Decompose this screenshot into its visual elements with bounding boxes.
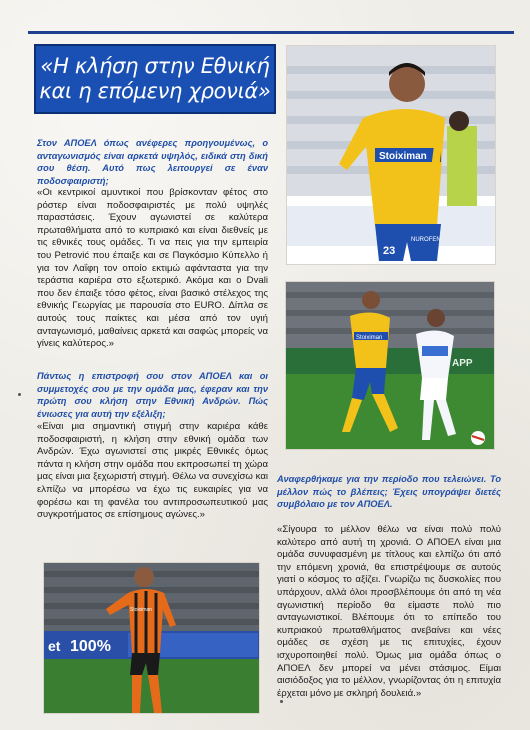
photo3-sponsor: Stoiximan <box>130 607 152 613</box>
photo-player-orange-kit <box>43 562 260 714</box>
photo1-sponsor: Stoiximan <box>379 151 427 162</box>
answer-1: «Οι κεντρικοί αμυντικοί που βρίσκονταν φέτος στο ρόστερ είναι ποδοσφαιριστές με πολύ υψηλές παραστάσεις. Έχουν αγωνιστεί σε καλύτερα πρωταθλήματα από το κυπριακό και είναι διεθνείς με τις εθνικές τους ομάδες. Τι να πεις για την εμπειρία του Petrović που έπαιξε και σε Παγκόσμιο Κύπελλο ή για τον Λαΐφη τον οποίο εκτιμώ αφάνταστα για την τεράστια καριέρα στο εξωτερικό. Ακόμα και ο Dvali που δεν έπαιξε τόσο φέτος, είναι βασικό στέλεχος της εθνικής Γεωργίας με παρουσία στο EURO. Δίπλα σε αυτούς τους παίκτες και μέσα από τον υγιή ανταγωνισμό, μαθαίνεις αρκετά και σαφώς μπορείς να γίνεις καλύτερος.» <box>37 187 268 350</box>
photo2-board: APP <box>452 358 473 369</box>
answer-3: «Σίγουρα το μέλλον θέλω να είναι πολύ πολύ καλύτερο από αυτή τη χρονιά. Ο ΑΠΟΕΛ είναι μια ομάδα συνυφασμένη με τίτλους και ελπίζω ότι από την επόμενη χρονιά, θα επιστρέψουμε σε αυτούς γιατί ο κόσμος το αξίζει. Γνωρίζω τις δυσκολίες που υπάρχουν, αλλά όλοι προσβλέπουμε ότι από τη νέα αγωνιστική περίοδο θα είμαστε πολύ πιο ανταγωνιστικοί. Βλέπουμε ότι το επίπεδο του κυπριακού πρωταθλήματος ανεβαίνει και νέες ομάδες σε σχέση με τις επιτυχίες, έχουν ισχυροποιηθεί πολύ. Όμως μια ομάδα όπως ο ΑΠΟΕΛ δεν μπορεί να μένει στάσιμος. Είμαι αισιόδοξος για το μέλλον, γνωρίζοντας ότι η επιτυχία έρχεται μόνο με σκληρή δουλειά.» <box>277 524 501 699</box>
question-3: Αναφερθήκαμε για την περίοδο που τελειώνει. Το μέλλον πώς το βλέπεις; Έχεις υπογράψει διετές συμβόλαιο με τον ΑΠΟΕΛ. <box>277 474 501 509</box>
photo1-shorts-sponsor: NUROFEN <box>411 237 441 243</box>
photo-player-yellow-kit <box>286 45 496 265</box>
answer-2: «Είναι μια σημαντική στιγμή στην καριέρα κάθε ποδοσφαιριστή, η κλήση στην εθνική ομάδα των Ανδρών. Έχω αγωνιστεί στις μικρές Εθνικές όμως πάντα η κλήση στην ομάδα που εκπροσωπεί τη χώρα μας είναι μια ξεχωριστή στιγμή. Θέλω να συνεχίσω και ελπίζω να μπορέσω να έχω τις ευκαιρίες για να φορέσω και τη φανέλα του αντιπροσωπευτικού μας συγκροτήματος σε επίσημους αγώνες.» <box>37 421 268 521</box>
question-2: Πάντως η επιστροφή σου στον ΑΠΟΕΛ και οι συμμετοχές σου με την ομάδα μας, έφεραν και την πρώτη σου κλήση στην Εθνική Ανδρών. Πώς ένιωσες για αυτή την εξέλιξη; <box>37 371 268 419</box>
photo2-sponsor: Stoiximan <box>356 335 383 341</box>
top-rule <box>28 31 514 34</box>
decorative-dot <box>280 700 283 703</box>
photo1-number: 23 <box>383 245 396 257</box>
photo3-board: 100% <box>70 638 111 655</box>
decorative-dot <box>18 393 21 396</box>
question-1: Στον ΑΠΟΕΛ όπως ανέφερες προηγουμένως, ο ανταγωνισμός είναι αρκετά υψηλός, ειδικά στη δική σου θέση. Αυτό πως λειτουργεί σε έναν ποδοσφαιριστή; <box>37 138 268 186</box>
section-title-box <box>34 44 276 114</box>
section-title: «Η κλήση στην Εθνική και η επόμενη χρονιά» <box>39 54 271 103</box>
photo3-board-prefix: et <box>48 638 61 654</box>
photo-match-action <box>285 281 495 450</box>
